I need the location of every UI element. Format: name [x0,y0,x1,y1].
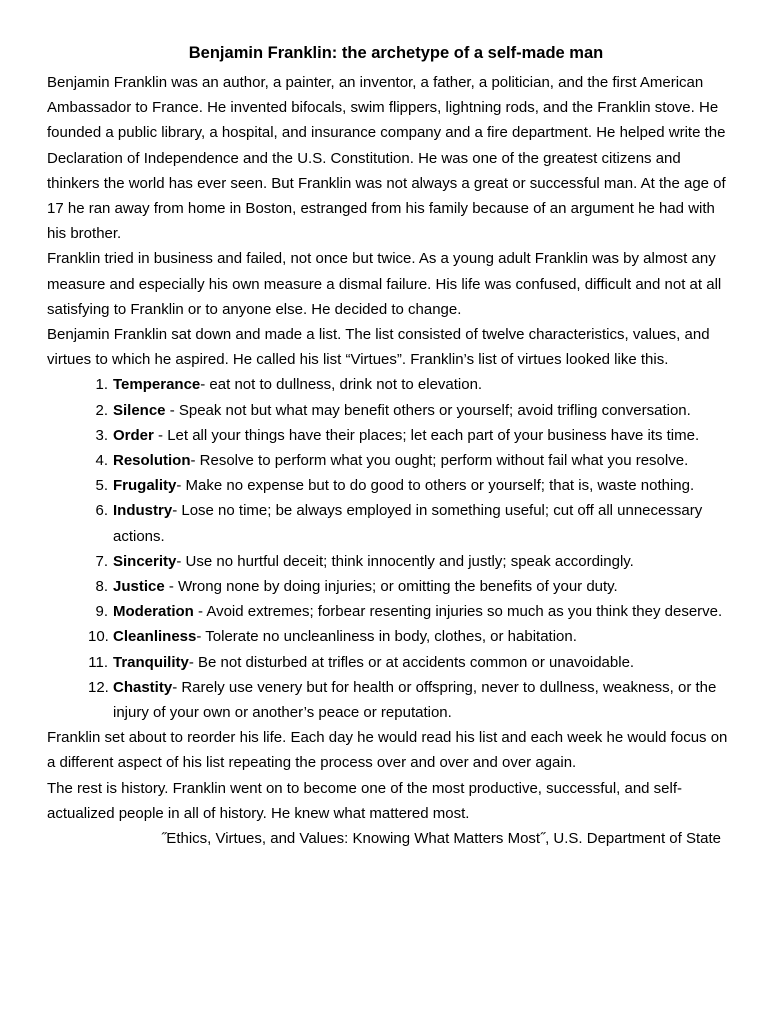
virtue-description: - eat not to dullness, drink not to elevation. [200,376,483,394]
virtue-description: - Lose no time; be always employed in something useful; cut off all unnecessary actions. [113,502,703,545]
virtue-name: Frugality [113,477,177,495]
virtue-number: 9. [95,603,108,621]
virtue-name: Resolution [113,452,191,470]
outro-paragraph: Franklin set about to reorder his life. Each day he would read his list and each week he would focus on a different aspect of his list repeating the process over and over and over again. [47,729,728,772]
intro-paragraph: Benjamin Franklin was an author, a painter, an inventor, a father, a politician, and the first American Ambassador to France. He invented bifocals, swim flippers, lightning rods, and the Franklin stove. He founded a public library, a hospital, and insurance company and a fire department. He helped write the Declaration of Independence and the U.S. Constitution. He was one of the greatest citizens and thinkers the world has ever seen. But Franklin was not always a great or successful man. At the age of 17 he ran away from home in Boston, estranged from his family because of an argument he had with his brother. [47,74,726,243]
virtue-number: 8. [95,578,108,596]
virtue-name: Temperance [113,376,201,394]
virtue-description: - Let all your things have their places; let each part of your business have its time. [153,426,700,444]
virtue-item [95,398,737,423]
virtue-description: - Be not disturbed at trifles or at accidents common or unavoidable. [188,653,635,671]
virtue-item [95,473,737,498]
virtue-number: 3. [95,426,108,444]
virtue-item [95,599,737,624]
virtue-item [95,448,737,473]
virtue-item [88,650,737,675]
virtue-number: 4. [95,452,108,470]
virtue-item [95,423,737,448]
virtue-number: 7. [95,552,108,570]
virtue-description: - Make no expense but to do good to others or yourself; that is, waste nothing. [176,477,695,495]
intro-paragraph: Benjamin Franklin sat down and made a list. The list consisted of twelve characteristics, values, and virtues to which he aspired. He called his list “Virtues”. Franklin’s list of virtues looked like this. [47,326,710,369]
virtue-item [95,498,737,548]
virtue-description: - Speak not but what may benefit others or yourself; avoid trifling conversation. [165,401,691,419]
document-title: Benjamin Franklin: the archetype of a self-made man [188,44,604,62]
virtue-name: Silence [113,401,166,419]
virtue-name: Sincerity [113,552,177,570]
virtue-description: - Avoid extremes; forbear resenting injuries so much as you think they deserve. [193,603,723,621]
virtue-item [88,675,737,725]
outro-paragraph: The rest is history. Franklin went on to become one of the most productive, successful, and self-actualized people in all of history. He knew what mattered most. [47,779,683,822]
virtue-description: - Wrong none by doing injuries; or omitting the benefits of your duty. [164,578,618,596]
virtue-name: Moderation [113,603,194,621]
virtue-item [95,574,737,599]
virtue-name: Chastity [113,678,173,696]
virtue-number: 12. [88,678,109,696]
document-page [47,42,737,851]
virtues-list [47,372,737,725]
virtue-number: 11. [88,653,108,671]
virtue-name: Order [113,426,154,444]
virtue-item [95,372,737,397]
virtue-item [88,624,737,649]
virtue-name: Justice [113,578,165,596]
source-citation: ˝Ethics, Virtues, and Values: Knowing What Matters Most˝, U.S. Department of State [161,830,721,848]
virtue-number: 2. [95,401,108,419]
virtue-name: Cleanliness [113,628,197,646]
virtue-description: - Use no hurtful deceit; think innocently and justly; speak accordingly. [176,552,634,570]
virtue-description: - Resolve to perform what you ought; perform without fail what you resolve. [190,452,689,470]
virtue-name: Industry [113,502,173,520]
virtue-number: 6. [95,502,108,520]
virtue-number: 10. [88,628,109,646]
virtue-item [95,549,737,574]
virtue-description: - Rarely use venery but for health or offspring, never to dullness, weakness, or the injury of your own or another’s peace or reputation. [113,678,717,722]
virtue-description: - Tolerate no uncleanliness in body, clothes, or habitation. [196,628,577,646]
virtue-number: 1. [95,376,108,394]
intro-paragraph: Franklin tried in business and failed, not once but twice. As a young adult Franklin was by almost any measure and especially his own measure a dismal failure. His life was confused, difficult and not at all satisfying to Franklin or to anyone else. He decided to change. [47,250,722,318]
virtue-name: Tranquility [113,653,189,671]
virtue-number: 5. [95,477,108,495]
